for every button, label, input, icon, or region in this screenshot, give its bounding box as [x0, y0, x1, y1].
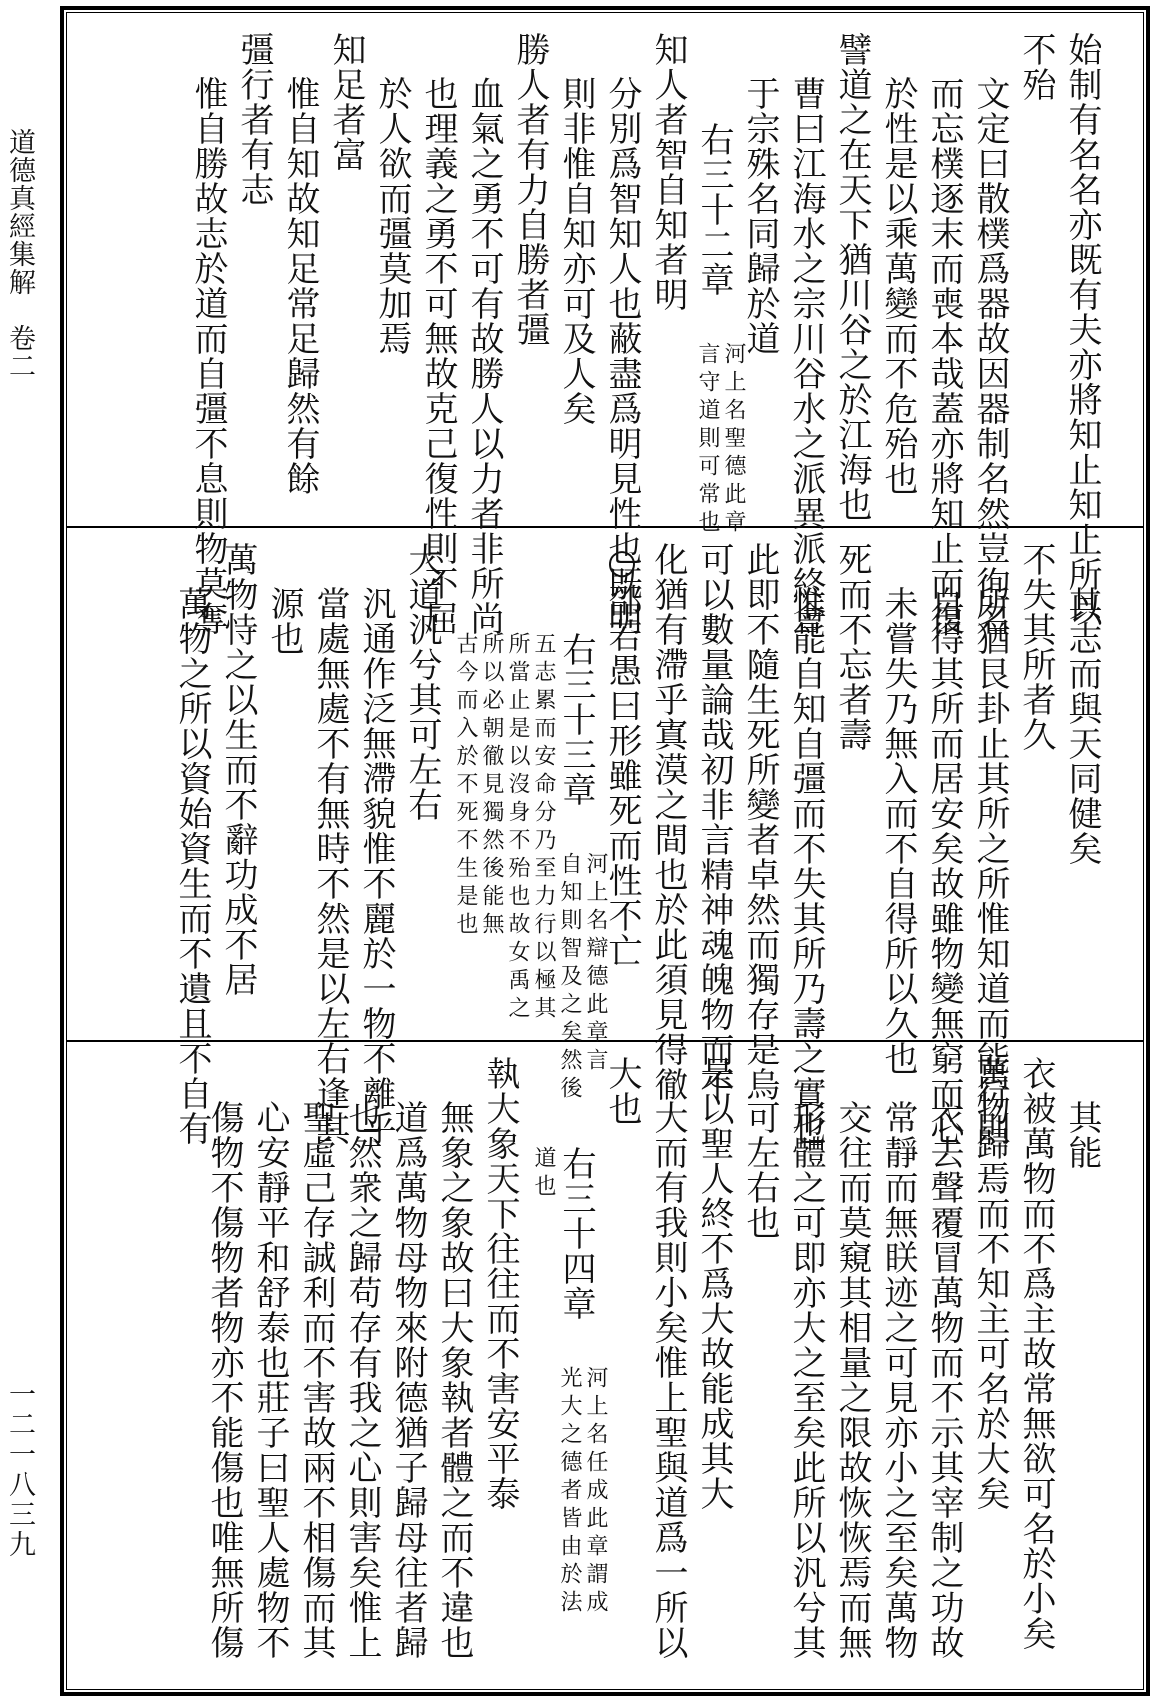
page-number-margin: 一二一八三九 [4, 1380, 35, 1560]
band1-column: 言守道則可常也 [695, 342, 720, 538]
band3-column: 大也 [602, 1056, 642, 1126]
band3-column: 其能 [1062, 1100, 1102, 1170]
band1-column: 勝人者有力自勝者彊 [510, 32, 550, 347]
band1-column: 彊行者有志 [234, 32, 274, 207]
band2-column: 萬物之所以資始資生而不遺且不自有 [172, 586, 212, 1146]
band3-column: 道也 [531, 1146, 556, 1202]
band3-column: 衣被萬物而不爲主故常無欲可名於小矣 [1016, 1056, 1056, 1651]
band2-column: 大道汎兮其可左右 [402, 542, 442, 822]
band2-column: 所當止是以沒身不殆也故女禹之 [505, 632, 530, 1024]
band1-column: 惟自知故知足常足歸然有餘 [280, 76, 320, 496]
band2-column: 右三十三章 [556, 632, 596, 807]
band3-column: 心安靜平和舒泰也莊子曰聖人處物不 [250, 1100, 290, 1660]
band2-column: 自知則智及之矣然後 [557, 852, 582, 1104]
band2-column: 源也 [264, 586, 304, 656]
band3-column: 聖虛己存誠利而不害故兩不相傷而其 [296, 1100, 336, 1660]
band2-column: 化猶有滯乎寘漠之間也於此須見得徹 [648, 542, 688, 1102]
band3-column: 常靜而無眹迹之可見亦小之至矣萬物 [878, 1100, 918, 1660]
band1-column: 則非惟自知亦可及人矣 [556, 76, 596, 426]
band1-column: 曹曰江海水之宗川谷水之派異派終會 [786, 76, 826, 636]
band3-column: 執大象天下往往而不害安平泰 [480, 1056, 520, 1511]
band3-column: 衣去聲覆冒萬物而不示其宰制之功故 [924, 1100, 964, 1660]
band1-column: 右三十二章 [694, 122, 734, 297]
band3-column: 無象之象故曰大象執者體之而不違也 [434, 1100, 474, 1660]
band2-column: 河上名辯德此章言 [583, 852, 608, 1076]
band1-column: 而忘樸逐末而喪本哉蓋亦將知止而復 [924, 76, 964, 636]
band2-column: 死而不忘者壽 [832, 542, 872, 752]
band2-column: 萬物恃之以生而不辭功成不居 [218, 542, 258, 997]
band1-column: 于宗殊名同歸於道 [740, 76, 780, 356]
band2-column: ○邵若愚曰形雖死而性不亡 [602, 542, 642, 968]
band1-column: 於性是以乘萬變而不危殆也 [878, 76, 918, 496]
band2-column: 當處無處不有無時不然是以左右逢其 [310, 586, 350, 1146]
band2-column: 未嘗失乃無入而不自得所以久也 [878, 586, 918, 1076]
band1-column: 惟自勝故志於道而自彊不息則物莫奪 [188, 76, 228, 636]
band2-column: 所猶艮卦止其所之所惟知道而能行則 [970, 586, 1010, 1146]
band1-column: 河上名聖德此章 [721, 342, 746, 538]
band2-column: 惟能自知自彊而不失其所乃壽之實也 [786, 586, 826, 1146]
band1-column: 血氣之勇不可有故勝人以力者非所尚 [464, 76, 504, 636]
band3-column: 傷物不傷物者物亦不能傷也唯無所傷 [204, 1100, 244, 1660]
band3-column: 萬物歸焉而不知主可名於大矣 [970, 1056, 1010, 1511]
band1-column: 也理義之勇不可無故克己復性則不屈 [418, 76, 458, 636]
band3-column: 河上名任成此章謂成 [583, 1366, 608, 1618]
band2-column: 可以數量論哉初非言精神魂魄物而不 [694, 542, 734, 1102]
band3-column: 也然衆之歸苟存有我之心則害矣惟上 [342, 1100, 382, 1660]
band3-column: 右三十四章 [556, 1146, 596, 1321]
band2-column: 不失其所者久 [1016, 542, 1056, 752]
band2-column: 古今而入於不死不生是也 [453, 632, 478, 940]
band3-column: 形體之可即亦大之至矣此所以汎兮其 [786, 1100, 826, 1660]
band1-column: 不殆 [1016, 32, 1056, 102]
book-title-margin: 道德真經集解 卷二 [4, 128, 35, 380]
band3-column: 是以聖人終不爲大故能成其大 [694, 1056, 734, 1511]
band1-column: 文定曰散樸爲器故因器制名然豈徇名 [970, 76, 1010, 636]
band3-column: 可左右也 [740, 1100, 780, 1240]
band1-column: 知人者智自知者明 [648, 32, 688, 312]
band2-column: 此即不隨生死所變者卓然而獨存是烏 [740, 542, 780, 1102]
band2-column: 自得其所而居安矣故雖物變無窮而心 [924, 586, 964, 1146]
band1-column: 始制有名名亦既有夫亦將知止知止所以 [1062, 32, 1102, 627]
band3-column: 大而有我則小矣惟上聖與道爲一所以 [648, 1100, 688, 1660]
band2-column: 汎通作泛無滯貌惟不麗於一物不離乎 [356, 586, 396, 1146]
text-band-3 [70, 1046, 1100, 1686]
band1-column: 於人欲而彊莫加焉 [372, 76, 412, 356]
band1-column: 譬道之在天下猶川谷之於江海也 [832, 32, 872, 522]
band1-column: 知足者富 [326, 32, 366, 172]
band1-column: 分別爲智知人也蔽盡爲明見性也既明 [602, 76, 642, 636]
band3-column: 道爲萬物母物來附德猶子歸母往者歸 [388, 1100, 428, 1660]
band2-column: 五志累而安命分乃至力行以極其 [531, 632, 556, 1024]
band2-column: 其志而與天同健矣 [1062, 586, 1102, 866]
band2-column: 所以必朝徹見獨然後能無 [479, 632, 504, 940]
band3-column: 交往而莫窺其相量之限故恢恢焉而無 [832, 1100, 872, 1660]
band3-column: 光大之德者皆由於法 [557, 1366, 582, 1618]
